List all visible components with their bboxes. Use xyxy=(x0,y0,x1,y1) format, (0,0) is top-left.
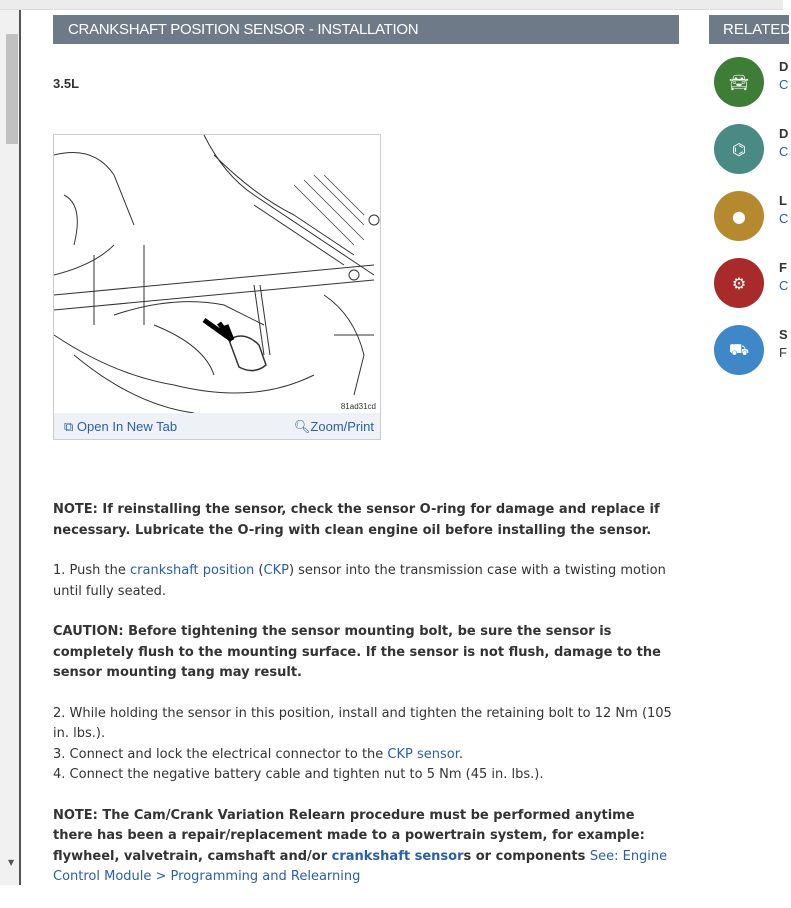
note-oring: NOTE: If reinstalling the sensor, check the sensor O-ring for damage and replace if necessary. Lubricate the O-ring with clean engine oil before installing the sensor. xyxy=(53,502,660,538)
related-item[interactable]: 🚘︎ D C xyxy=(714,57,784,107)
figure[interactable] xyxy=(53,134,381,440)
related-item[interactable]: ⚙ F C xyxy=(714,258,784,308)
related-item[interactable]: ● L C xyxy=(714,191,784,241)
browser-top-bar xyxy=(0,0,783,10)
vehicle-lift-icon: ⛟ xyxy=(714,325,764,375)
step-3: 3. Connect and lock the electrical connector to the CKP sensor. xyxy=(53,746,464,762)
engine-label: 3.5L xyxy=(53,76,80,91)
related-item[interactable]: ⛟ S F xyxy=(714,325,784,375)
crankshaft-position-link[interactable]: crankshaft position xyxy=(130,563,255,578)
related-item[interactable]: ⌬ D C xyxy=(714,124,784,174)
procedure-content xyxy=(53,500,678,908)
location-pin-icon: ● xyxy=(714,191,764,241)
related-header: RELATED xyxy=(709,15,789,44)
note-relearn: NOTE: The Cam/Crank Variation Relearn procedure must be performed anytime there has been a repair/replacement made to a powertrain system, for example: flywheel, valvetrain, camshaft and/or crankshaft sensors or components See: Engine Control Module > Programming and Relearning xyxy=(53,807,668,884)
scrollbar-thumb[interactable] xyxy=(6,34,18,144)
caution: CAUTION: Before tightening the sensor mounting bolt, be sure the sensor is completely flush to the mounting surface. If the sensor is not flush, damage to the sensor mounting tang may result. xyxy=(53,624,661,680)
step-2: 2. While holding the sensor in this position, install and tighten the retaining bolt to 12 Nm (105 in. lbs.). xyxy=(53,705,672,741)
figure-id: 81ad31cd xyxy=(340,402,376,411)
ckp-sensor-link[interactable]: CKP sensor xyxy=(387,746,459,762)
page-title: CRANKSHAFT POSITION SENSOR - INSTALLATION xyxy=(53,15,679,44)
scrollbar[interactable] xyxy=(0,10,21,885)
vehicle-message-icon: 🚘︎ xyxy=(714,57,764,107)
see-ecm-programming-link[interactable]: See: Engine Control Module > Programming and Relearning xyxy=(53,848,668,884)
sensor-illustration xyxy=(54,135,380,413)
open-in-new-tab-link[interactable]: ⧉ Open In New Tab xyxy=(64,419,178,434)
step-1: 1. Push the crankshaft position (CKP) sensor into the transmission case with a twisting motion until fully seated. xyxy=(53,563,666,599)
crankshaft-sensor-link[interactable]: crankshaft sensor xyxy=(331,848,464,864)
tool-icon: ⚙ xyxy=(714,258,764,308)
step-4: 4. Connect the negative battery cable and tighten nut to 5 Nm (45 in. lbs.). xyxy=(53,767,544,782)
ckp-link[interactable]: CKP xyxy=(263,563,289,578)
figure-toolbar xyxy=(54,413,380,439)
new-tab-icon: ⧉ xyxy=(64,419,74,434)
zoom-print-link[interactable]: 🔍︎Zoom/Print xyxy=(293,419,374,434)
diagram-icon: ⌬ xyxy=(714,124,764,174)
scroll-down-arrow-icon[interactable]: ▼ xyxy=(8,858,15,867)
zoom-icon: 🔍︎ xyxy=(293,419,311,434)
